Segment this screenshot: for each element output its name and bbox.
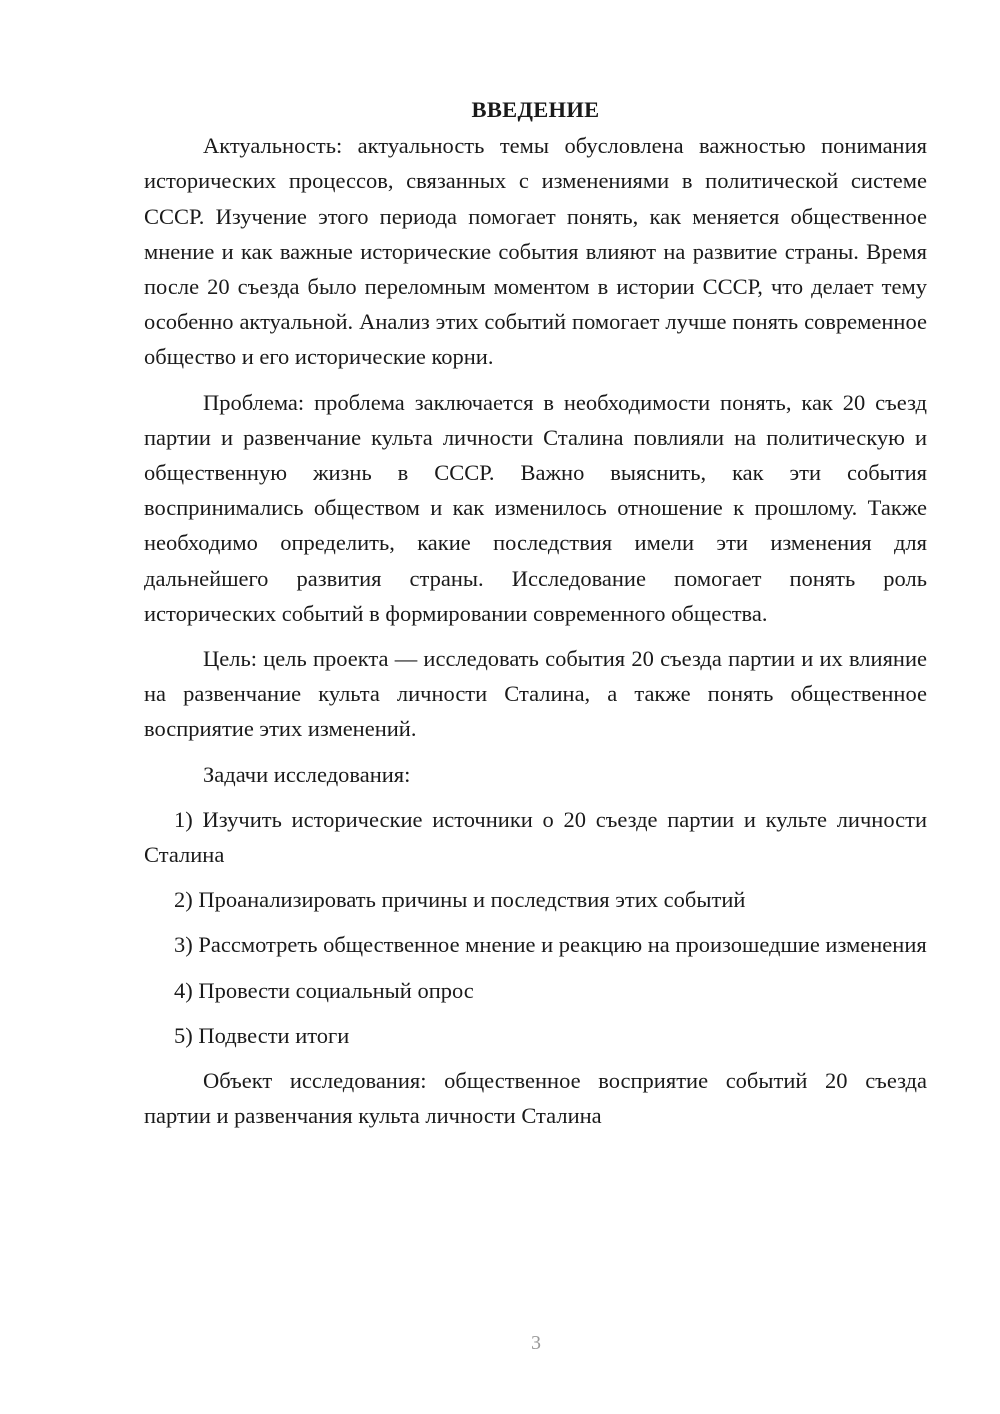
task-item: 5) Подвести итоги (174, 1022, 350, 1048)
section-title: ВВЕДЕНИЕ (471, 97, 600, 122)
paragraph-problem: Проблема: проблема заключается в необходимости понять, как 20 съезд партии и развенчание культа личности Сталина повлияли на политическую и общественную жизнь в СССР. Важно выяснить, как эти события воспринимались обществом и как изменилось отношение к прошлому. Также необходимо определить, какие последствия имели эти изменения для дальнейшего развития страны. Исследование помогает понять роль исторических событий в формировании современного общества. (144, 389, 927, 626)
task-item: 4) Провести социальный опрос (174, 977, 474, 1003)
page-content (144, 92, 927, 1143)
paragraph-relevance: Актуальность: актуальность темы обусловлена важностью понимания исторических процессов, связанных с изменениями в политической системе СССР. Изучение этого периода помогает понять, как меняется общественное мнение и как важные исторические события влияют на развитие страны. Время после 20 съезда было переломным моментом в истории СССР, что делает тему особенно актуальной. Анализ этих событий помогает лучше понять современное общество и его исторические корни. (144, 133, 927, 370)
task-item: 3) Рассмотреть общественное мнение и реакцию на произошедшие изменения (174, 932, 927, 958)
task-item: 2) Проанализировать причины и последствия этих событий (174, 887, 746, 913)
paragraph-goal: Цель: цель проекта — исследовать события 20 съезда партии и их влияние на развенчание культа личности Сталина, а также понять общественное восприятие этих изменений. (144, 646, 927, 742)
tasks-heading: Задачи исследования: (203, 761, 411, 787)
paragraph-object: Объект исследования: общественное восприятие событий 20 съезда партии и развенчания культа личности Сталина (144, 1068, 927, 1129)
page-number: 3 (531, 1332, 541, 1354)
task-item: 1) Изучить исторические источники о 20 съезде партии и культе личности Сталина (144, 806, 927, 868)
